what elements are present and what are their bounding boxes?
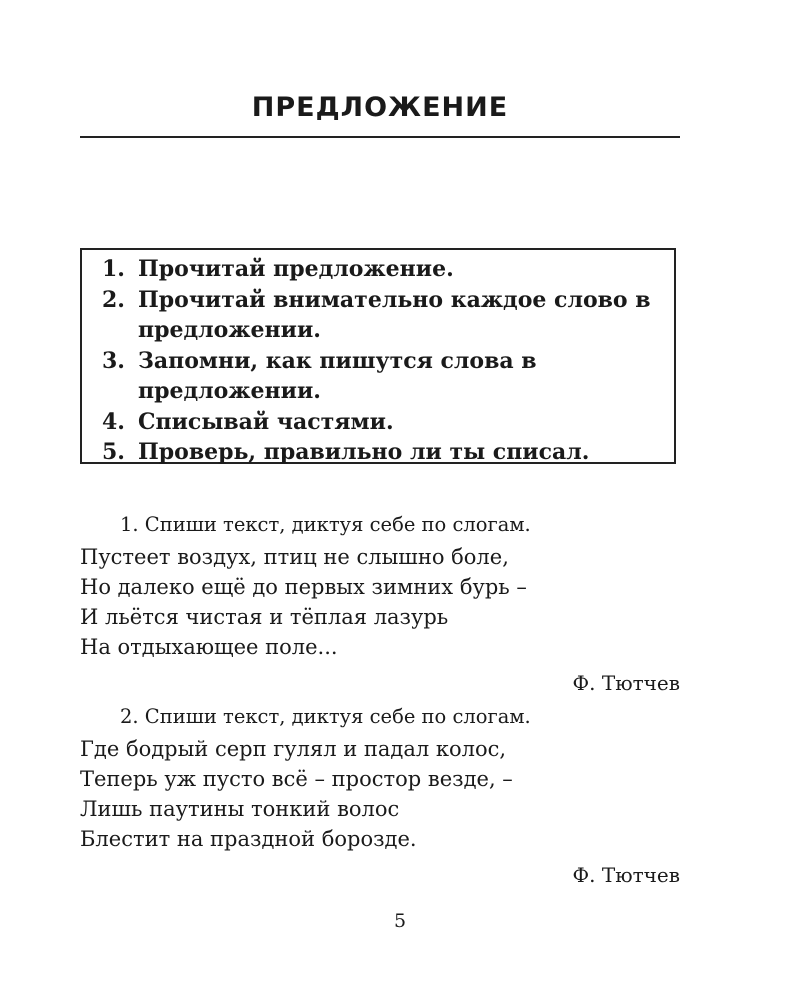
exercise-task: 1. Спиши текст, диктуя себе по слогам. (120, 513, 531, 536)
rules-box (80, 248, 676, 464)
rule-item (102, 285, 658, 346)
rule-text: Прочитай внимательно каждое слово в предложении. (138, 286, 651, 343)
page-title: ПРЕДЛОЖЕНИЕ (251, 92, 509, 123)
rule-text: Проверь, правильно ли ты списал. (138, 439, 590, 465)
rule-item (102, 407, 658, 438)
exercise-2 (80, 702, 680, 890)
poem (80, 542, 680, 662)
rule-text: Списывай частями. (138, 408, 394, 435)
poem-author: Ф. Тютчев (572, 863, 680, 887)
poem-line: Но далеко ещё до первых зимних бурь – (80, 575, 527, 599)
poem-line: Где бодрый серп гулял и падал колос, (80, 737, 507, 761)
poem-author: Ф. Тютчев (572, 671, 680, 695)
rule-number: 5. (102, 439, 125, 465)
poem-line: Теперь уж пусто всё – простор везде, – (80, 767, 513, 791)
rule-text: Запомни, как пишутся слова в предложении. (138, 347, 537, 404)
exercise-1 (80, 510, 680, 698)
rule-number: 2. (102, 286, 125, 313)
poem-line: Блестит на праздной борозде. (80, 827, 417, 851)
rule-number: 1. (102, 256, 125, 282)
poem-line: На отдыхающее поле... (80, 635, 338, 659)
rule-item (102, 437, 658, 468)
poem (80, 734, 680, 854)
page-number: 5 (393, 910, 407, 932)
poem-line: Лишь паутины тонкий волос (80, 797, 400, 821)
rule-number: 4. (102, 408, 125, 435)
title-divider (80, 136, 680, 138)
poem-line: И льётся чистая и тёплая лазурь (80, 605, 449, 629)
poem-line: Пустеет воздух, птиц не слышно боле, (80, 545, 509, 569)
rules-list (102, 254, 658, 468)
rule-item (102, 254, 658, 285)
rule-number: 3. (102, 347, 125, 374)
rule-item (102, 346, 658, 407)
exercise-task: 2. Спиши текст, диктуя себе по слогам. (120, 705, 531, 728)
rule-text: Прочитай предложение. (138, 256, 454, 282)
